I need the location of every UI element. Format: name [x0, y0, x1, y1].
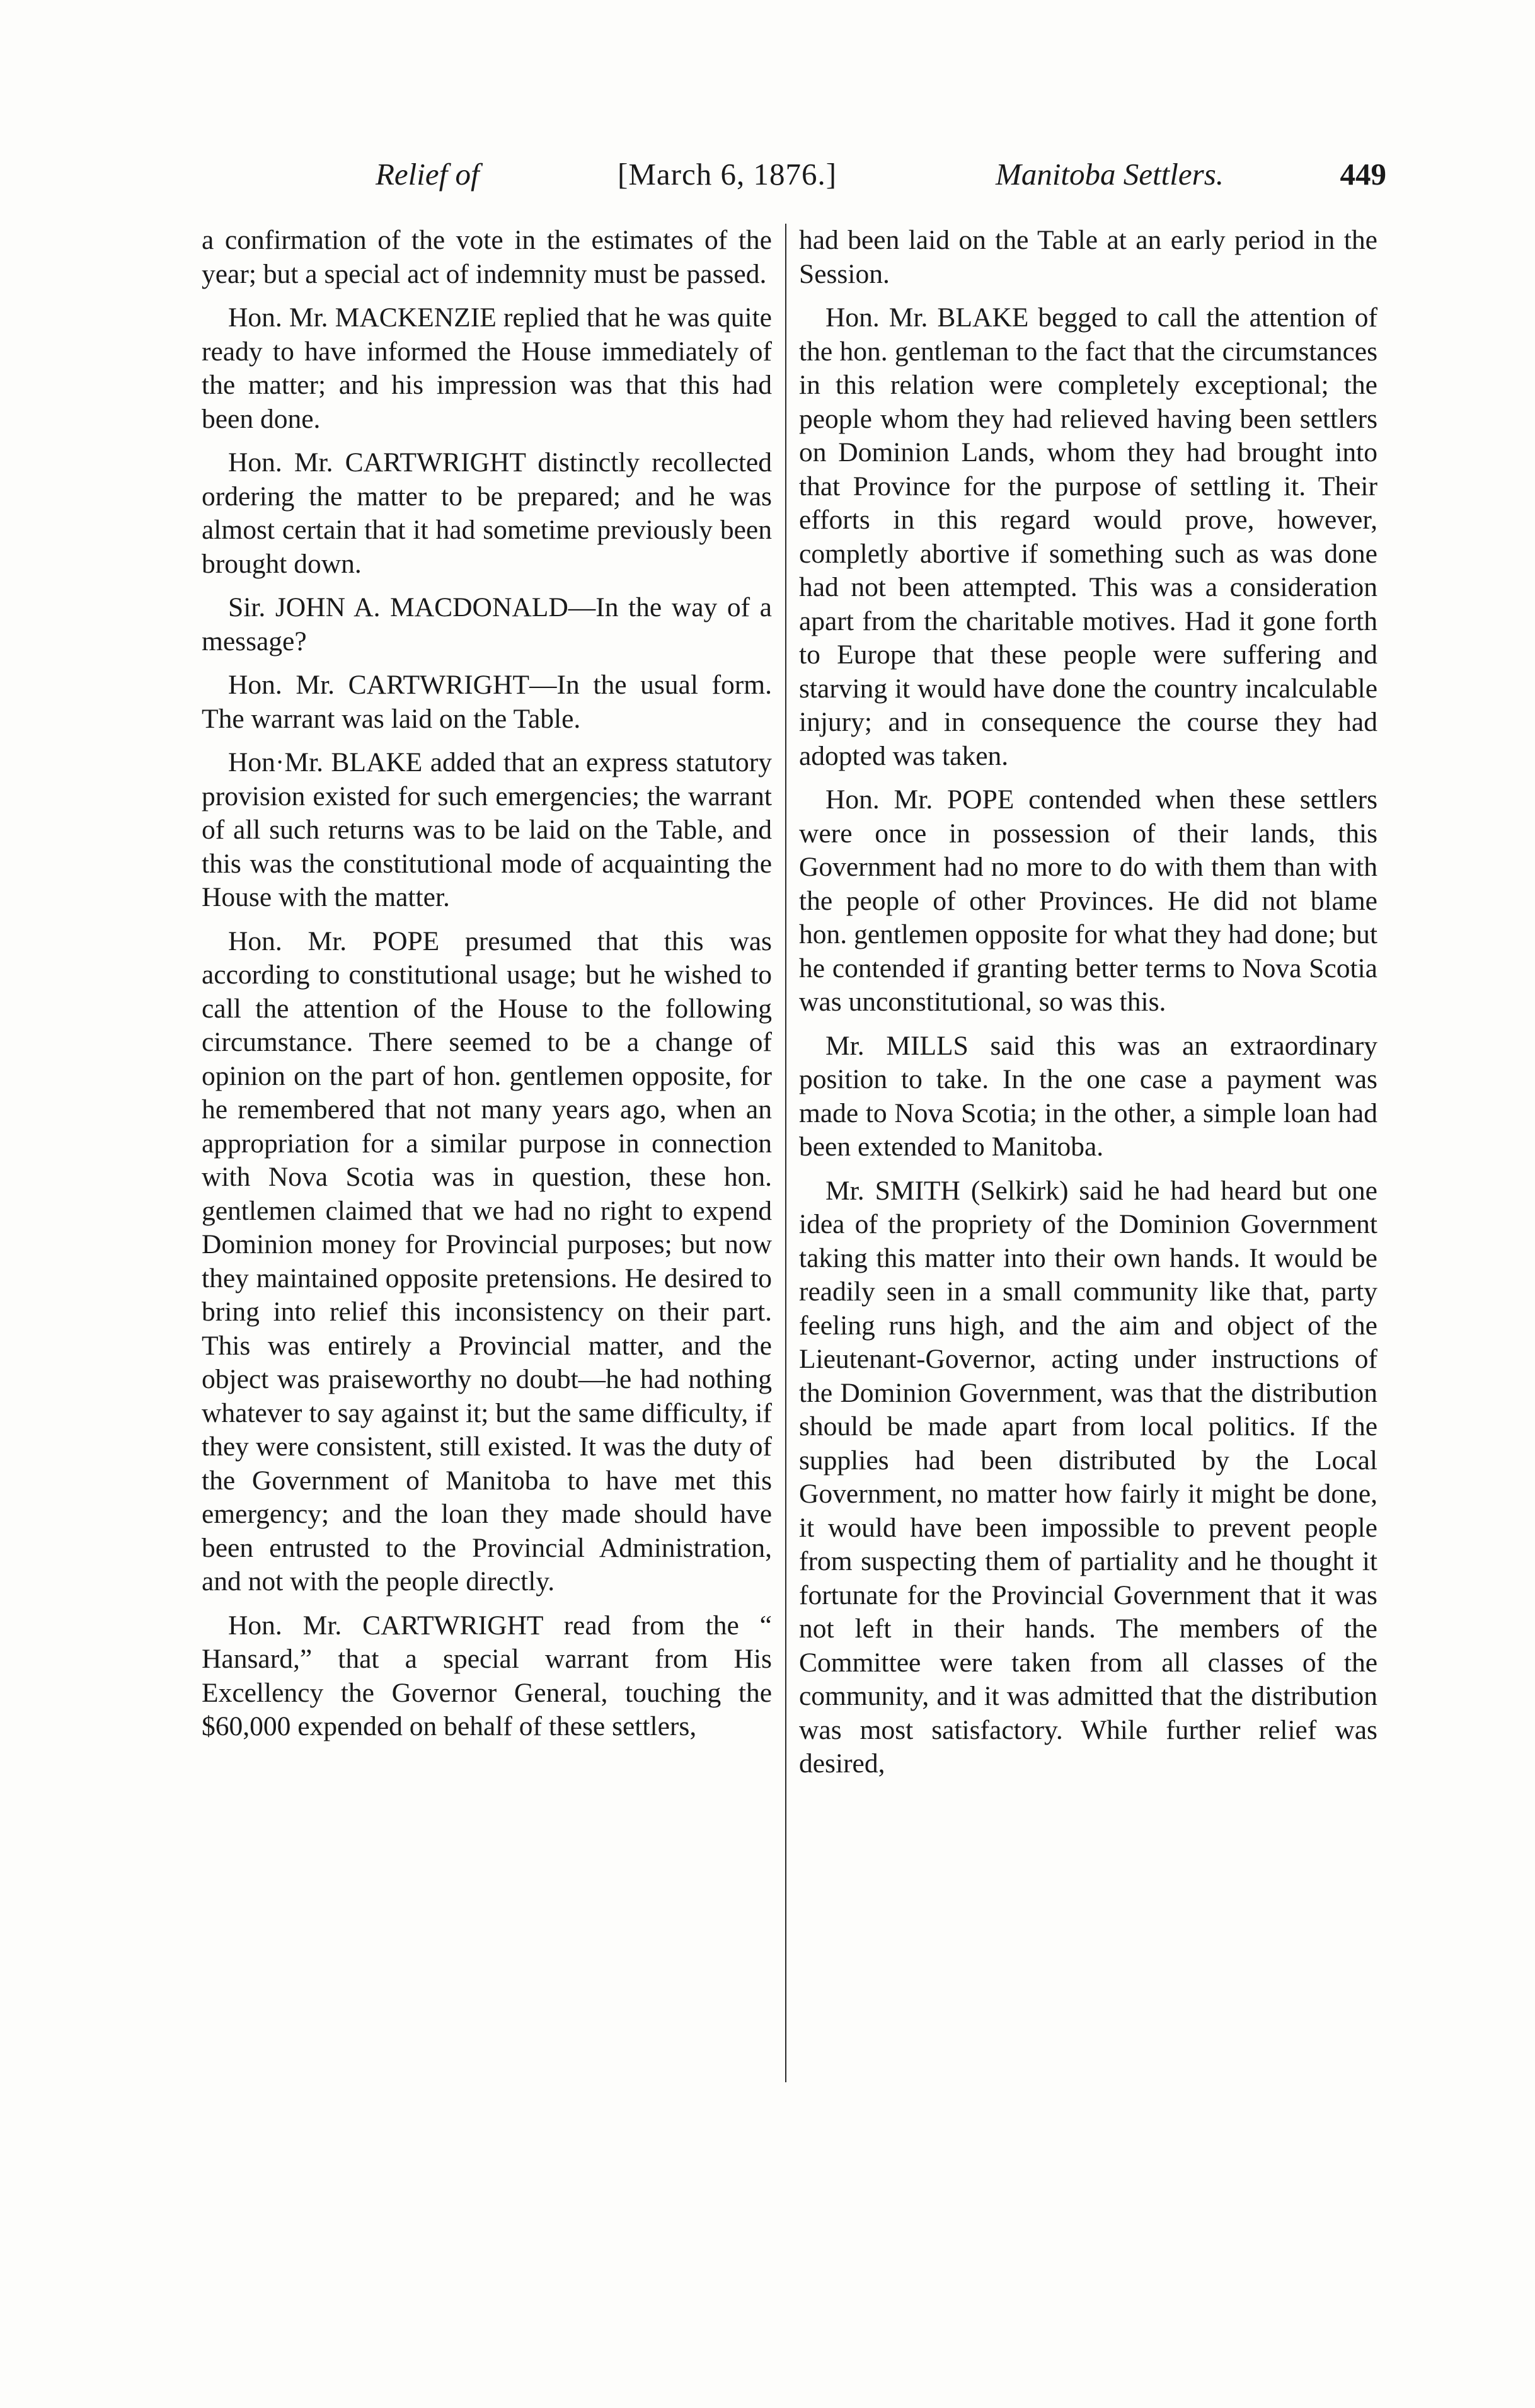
paragraph: Hon. Mr. CARTWRIGHT distinctly recollected ordering the matter to be prepared; and he was almost certain that it had sometime previously been brought down. — [202, 447, 772, 579]
paragraph: Hon. Mr. POPE presumed that this was according to constitutional usage; but he wished to call the attention of the House to the following circumstance. There seemed to be a change of opinion on the part of hon. gentlemen opposite, for he remembered that not many years ago, when an appropriation for a similar purpose in connection with Nova Scotia was in question, these hon. gentlemen claimed that we had no right to expend Dominion money for Provincial purposes; but now they maintained opposite pretensions. He desired to bring into relief this inconsistency on their part. This was entirely a Provincial matter, and the object was praiseworthy no doubt—he had nothing whatever to say against it; but the same difficulty, if they were consistent, still existed. It was the duty of the Government of Manitoba to have met this emergency; and the loan they made should have been entrusted to the Provincial Administration, and not with the people directly. — [202, 926, 772, 1597]
paragraph: Sir. JOHN A. MACDONALD—In the way of a message? — [202, 592, 772, 656]
paragraph: Hon. Mr. CARTWRIGHT read from the “ Hansard,” that a special warrant from His Excellency the Governor General, touching the $60,000 expended on behalf of these settlers, — [202, 1610, 772, 1741]
paragraph: Hon·Mr. BLAKE added that an express statutory provision existed for such emergencies; the warrant of all such returns was to be laid on the Table, and this was the constitutional mode of acquainting the House with the matter. — [202, 747, 772, 912]
right-column — [799, 224, 1377, 1791]
column-divider — [785, 224, 786, 2082]
header-right-title: Manitoba Settlers. — [996, 157, 1224, 192]
header-left-title: Relief of — [376, 157, 480, 192]
paragraph: Hon. Mr. POPE contended when these settlers were once in possession of their lands, this Government had no more to do with them than with the people of other Provinces. He did not blame hon. gentlemen opposite for what they had done; but he contended if granting better terms to Nova Scotia was unconstitutional, so was this. — [799, 784, 1377, 1017]
paragraph: Hon. Mr. BLAKE begged to call the attention of the hon. gentleman to the fact that the circumstances in this relation were completely exceptional; the people whom they had relieved having been settlers on Dominion Lands, whom they had brought into that Province for the purpose of settling it. Their efforts in this regard would prove, however, completly abortive if something such as was done had not been attempted. This was a consideration apart from the charitable motives. Had it gone forth to Europe that these people were suffering and starving it would have done the country incalculable injury; and in consequence the course they had adopted was taken. — [799, 302, 1377, 771]
paragraph: a confirmation of the vote in the estimates of the year; but a special act of indemnity must be passed. — [202, 225, 772, 289]
left-column — [202, 224, 772, 1754]
paragraph: Mr. SMITH (Selkirk) said he had heard but one idea of the propriety of the Dominion Government taking this matter into their own hands. It would be readily seen in a small community like that, party feeling runs high, and the aim and object of the Lieutenant-Governor, acting under instructions of the Dominion Government, was that the distribution should be made apart from local politics. If the supplies had been distributed by the Local Government, no matter how fairly it might be done, it would have been impossible to prevent people from suspecting them of partiality and he thought it fortunate for the Provincial Government that it was not left in their hands. The members of the Committee were taken from all classes of the community, and it was admitted that the distribution was most satisfactory. While further relief was desired, — [799, 1175, 1377, 1779]
paragraph: had been laid on the Table at an early period in the Session. — [799, 225, 1377, 289]
paragraph: Mr. MILLS said this was an extraordinary position to take. In the one case a payment was made to Nova Scotia; in the other, a simple loan had been extended to Manitoba. — [799, 1030, 1377, 1162]
paragraph: Hon. Mr. MACKENZIE replied that he was quite ready to have informed the House immediately of the matter; and his impression was that this had been done. — [202, 302, 772, 434]
page-number: 449 — [1340, 157, 1386, 192]
running-header — [202, 156, 1386, 207]
header-date: [March 6, 1876.] — [618, 157, 837, 192]
paragraph: Hon. Mr. CARTWRIGHT—In the usual form. The warrant was laid on the Table. — [202, 670, 772, 734]
